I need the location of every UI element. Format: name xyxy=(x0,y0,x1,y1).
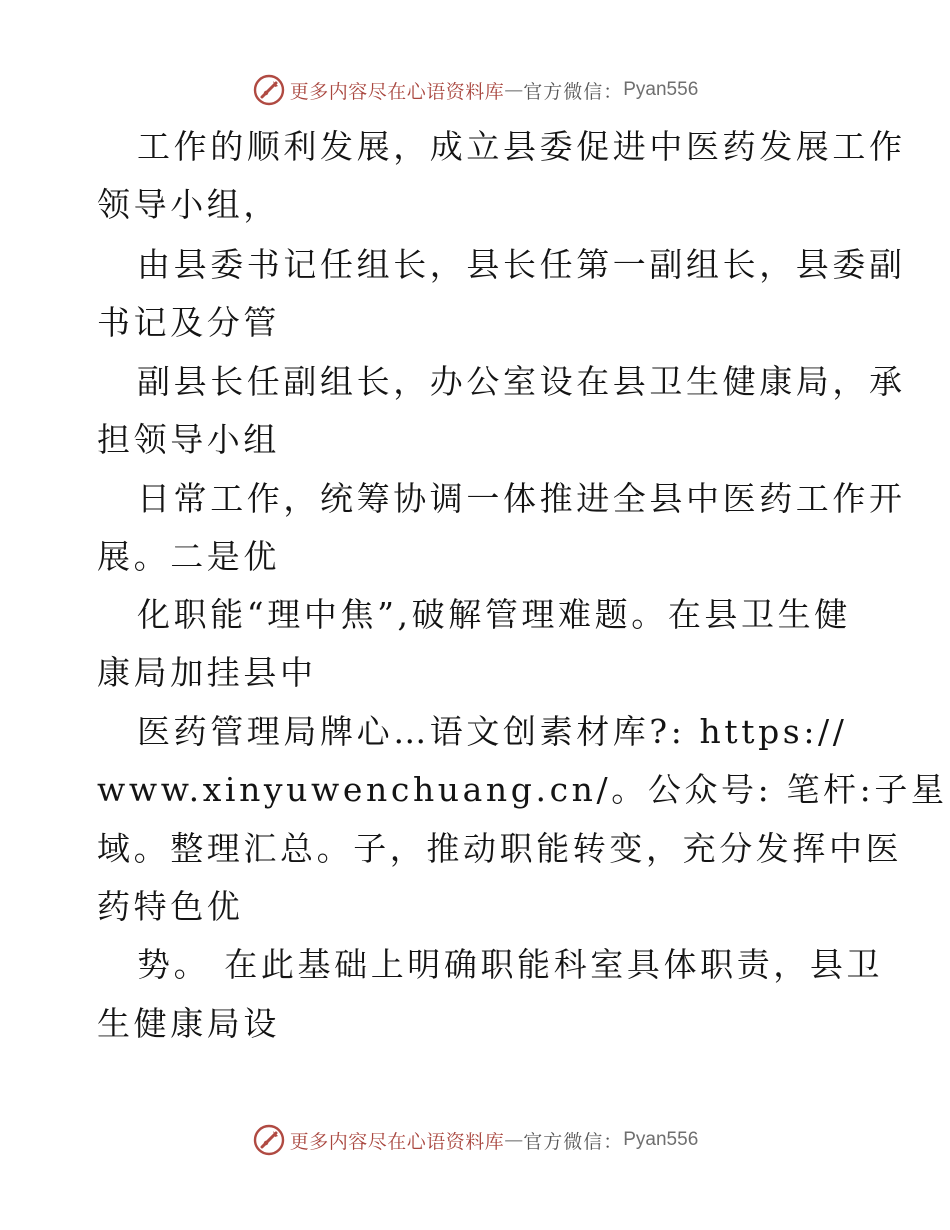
paragraph-2-line-1: 由县委书记任组长，县长任第一副组长，县委副 xyxy=(137,245,906,284)
paragraph-1-line-2: 领导小组， xyxy=(97,185,280,224)
watermark-wechat-id: Pyan556 xyxy=(623,79,699,100)
paragraph-5-line-1: 化职能“理中焦”,破解管理难题。在县卫生健 xyxy=(137,595,851,634)
paragraph-3-line-2: 担领导小组 xyxy=(97,420,280,459)
paragraph-2-line-2: 书记及分管 xyxy=(97,303,280,342)
paragraph-4-line-2: 展。二是优 xyxy=(97,537,280,576)
paragraph-6-line-2: www.xinyuwenchuang.cn/。公众号: 笔杆:子星 xyxy=(97,770,948,809)
paragraph-6-line-3: 域。整理汇总。子，推动职能转变，充分发挥中医 xyxy=(97,829,903,868)
paragraph-5-line-2: 康局加挂县中 xyxy=(97,653,317,692)
watermark-wechat-label: 官方微信： xyxy=(523,1130,624,1153)
watermark-main-text: 更多内容尽在心语资料库 xyxy=(289,1130,505,1153)
paragraph-7-line-1: 势。 在此基础上明确职能科室具体职责，县卫 xyxy=(137,945,884,984)
watermark-logo-icon xyxy=(252,1123,286,1157)
watermark-main-text: 更多内容尽在心语资料库 xyxy=(289,80,505,103)
watermark-wechat-label: 官方微信： xyxy=(523,80,624,103)
paragraph-1-line-1: 工作的顺利发展，成立县委促进中医药发展工作 xyxy=(137,127,906,166)
paragraph-7-line-2: 生健康局设 xyxy=(97,1004,280,1043)
paragraph-3-line-1: 副县长任副组长，办公室设在县卫生健康局，承 xyxy=(137,362,906,401)
footer-watermark xyxy=(0,1120,950,1160)
paragraph-4-line-1: 日常工作，统筹协调一体推进全县中医药工作开 xyxy=(137,479,906,518)
watermark-dash: — xyxy=(504,79,524,101)
watermark-dash: — xyxy=(504,1129,524,1151)
paragraph-6-line-4: 药特色优 xyxy=(97,887,244,926)
paragraph-6-line-1: 医药管理局牌心…语文创素材库?: https:// xyxy=(137,712,848,751)
watermark-wechat-id: Pyan556 xyxy=(623,1129,699,1150)
